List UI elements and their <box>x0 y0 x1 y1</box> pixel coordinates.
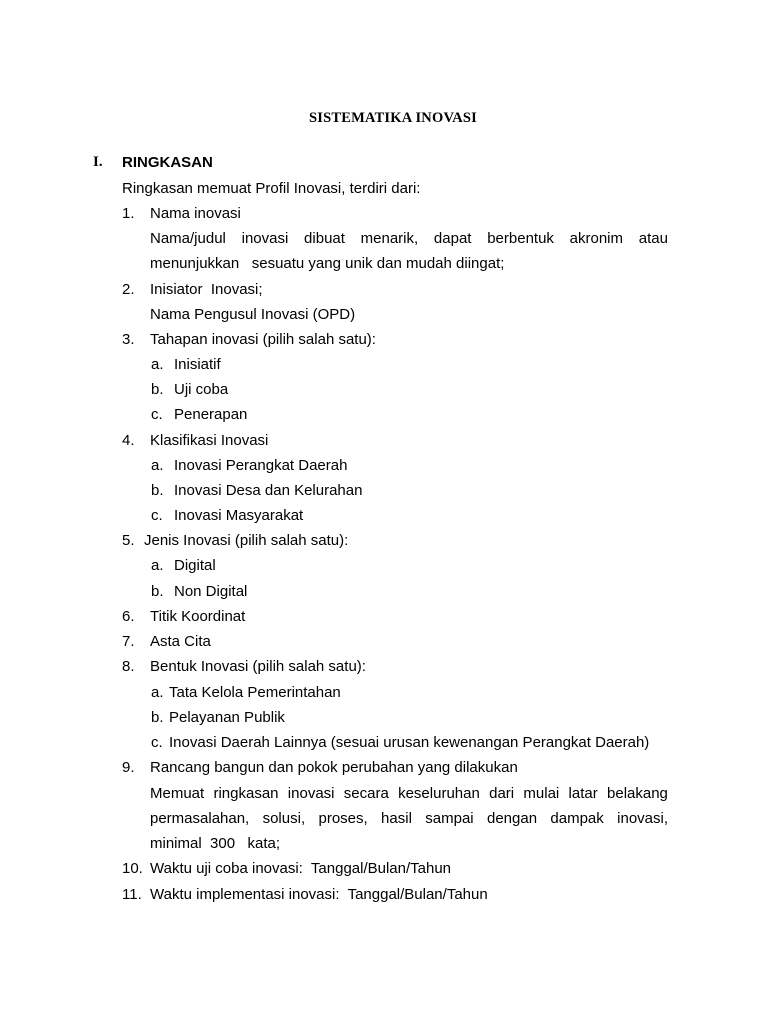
item-paragraph-line: menunjukkan sesuatu yang unik dan mudah diingat; <box>150 255 505 272</box>
section-intro: Ringkasan memuat Profil Inovasi, terdiri dari: <box>122 180 421 197</box>
item-number: 3. <box>122 331 135 348</box>
item-text: Waktu uji coba inovasi: Tanggal/Bulan/Tahun <box>150 860 452 877</box>
word: latar <box>568 785 598 802</box>
option-letter: b. <box>151 709 164 726</box>
word: menarik, <box>360 230 419 247</box>
item-number: 11. <box>122 886 142 903</box>
item-number: 10. <box>122 860 143 877</box>
item-text: Klasifikasi Inovasi <box>150 432 269 449</box>
item-number: 9. <box>122 759 135 776</box>
option-text: Digital <box>174 557 216 574</box>
word: atau <box>638 230 668 247</box>
section-number: I. <box>93 154 103 170</box>
item-paragraph-line: minimal 300 kata; <box>150 835 281 852</box>
option-text: Penerapan <box>174 406 248 423</box>
section-heading: RINGKASAN <box>122 154 213 171</box>
word: belakang <box>607 785 668 802</box>
word: Nama/judul <box>150 230 226 247</box>
item-text: Waktu implementasi inovasi: Tanggal/Bulan/Tahun <box>150 886 488 903</box>
item-number: 6. <box>122 608 135 625</box>
word: berbentuk <box>487 230 554 247</box>
option-letter: c. <box>151 507 163 524</box>
word: dengan <box>486 810 538 827</box>
item-text: Titik Koordinat <box>150 608 246 625</box>
option-text: Inovasi Masyarakat <box>174 507 304 524</box>
item-text: Rancang bangun dan pokok perubahan yang dilakukan <box>150 759 518 776</box>
word: dapat <box>433 230 472 247</box>
option-letter: a. <box>151 684 164 701</box>
word: solusi, <box>262 810 306 827</box>
option-text: Pelayanan Publik <box>169 709 285 726</box>
word: secara <box>343 785 389 802</box>
option-letter: a. <box>151 557 164 574</box>
word: proses, <box>318 810 368 827</box>
option-text: Tata Kelola Pemerintahan <box>169 684 341 701</box>
page-title: SISTEMATIKA INOVASI <box>308 110 478 126</box>
justified-line <box>150 785 668 803</box>
option-letter: c. <box>151 406 163 423</box>
justified-line <box>150 810 668 828</box>
item-text: Inisiator Inovasi; <box>150 281 263 298</box>
word: keseluruhan <box>398 785 480 802</box>
word: ringkasan <box>213 785 279 802</box>
item-text: Bentuk Inovasi (pilih salah satu): <box>150 658 366 675</box>
word: permasalahan, <box>150 810 250 827</box>
option-letter: b. <box>151 482 164 499</box>
option-letter: a. <box>151 457 164 474</box>
item-number: 4. <box>122 432 135 449</box>
option-text: Inovasi Desa dan Kelurahan <box>174 482 363 499</box>
option-text: Uji coba <box>174 381 229 398</box>
option-letter: b. <box>151 583 164 600</box>
option-letter: b. <box>151 381 164 398</box>
item-number: 5. <box>122 532 135 549</box>
word: hasil <box>381 810 412 827</box>
item-number: 7. <box>122 633 135 650</box>
word: dari <box>489 785 515 802</box>
word: Memuat <box>150 785 205 802</box>
item-text: Nama inovasi <box>150 205 241 222</box>
word: sampai <box>425 810 474 827</box>
item-text: Tahapan inovasi (pilih salah satu): <box>150 331 376 348</box>
word: akronim <box>569 230 624 247</box>
option-text: Inisiatif <box>174 356 221 373</box>
item-subtext: Nama Pengusul Inovasi (OPD) <box>150 306 356 323</box>
word: inovasi <box>241 230 289 247</box>
item-number: 2. <box>122 281 135 298</box>
word: inovasi, <box>617 810 668 827</box>
item-text: Asta Cita <box>150 633 211 650</box>
word: dampak <box>550 810 604 827</box>
option-letter: c. <box>151 734 163 751</box>
justified-line <box>150 230 668 248</box>
item-number: 1. <box>122 205 135 222</box>
option-text: Inovasi Perangkat Daerah <box>174 457 348 474</box>
item-text: Jenis Inovasi (pilih salah satu): <box>144 532 349 549</box>
option-text: Non Digital <box>174 583 248 600</box>
item-number: 8. <box>122 658 135 675</box>
option-letter: a. <box>151 356 164 373</box>
word: inovasi <box>287 785 335 802</box>
word: dibuat <box>304 230 345 247</box>
option-text: Inovasi Daerah Lainnya (sesuai urusan kewenangan Perangkat Daerah) <box>169 734 650 751</box>
word: mulai <box>523 785 560 802</box>
